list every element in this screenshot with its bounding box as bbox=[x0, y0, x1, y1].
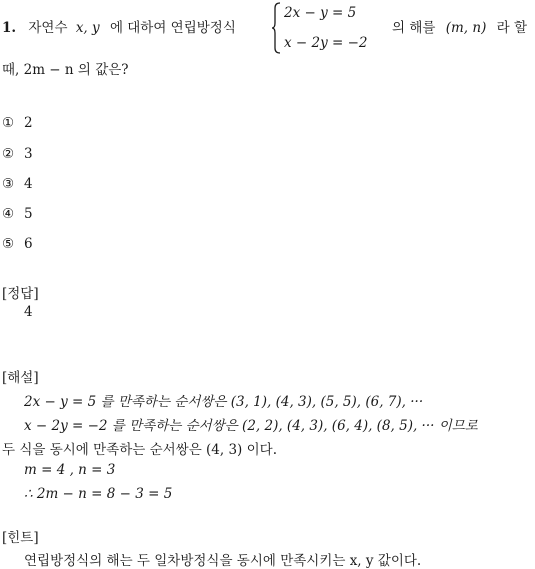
choice-4[interactable] bbox=[2, 206, 33, 222]
system-brace bbox=[271, 2, 281, 54]
question-number: 1. bbox=[2, 20, 17, 36]
hint-label: [힌트] bbox=[2, 530, 39, 546]
choice-3[interactable] bbox=[2, 176, 33, 192]
choice-mark: ① bbox=[2, 115, 15, 131]
solution-line-3: 두 식을 동시에 만족하는 순서쌍은 (4, 3) 이다. bbox=[2, 442, 277, 458]
solution-label: [해설] bbox=[2, 370, 39, 386]
question-line-1 bbox=[2, 16, 236, 36]
choice-mark: ③ bbox=[2, 176, 15, 192]
question-prefix: 자연수 bbox=[28, 20, 68, 36]
choice-value: 4 bbox=[24, 176, 33, 192]
choice-value: 3 bbox=[24, 146, 33, 162]
solution-line-1: 2x − y = 5 를 만족하는 순서쌍은 (3, 1), (4, 3), (5, 5), (6, 7), ··· bbox=[24, 394, 424, 410]
answer-label: [정답] bbox=[2, 286, 39, 302]
system-eq-2: x − 2y = −2 bbox=[284, 35, 368, 51]
answer-value: 4 bbox=[24, 304, 33, 320]
choice-mark: ⑤ bbox=[2, 236, 15, 252]
solution-line-2: x − 2y = −2 를 만족하는 순서쌍은 (2, 2), (4, 3), (6, 4), (8, 5), ··· 이므로 bbox=[24, 418, 478, 434]
choice-value: 5 bbox=[24, 206, 33, 222]
choice-5[interactable] bbox=[2, 236, 33, 252]
choice-mark: ② bbox=[2, 146, 15, 162]
question-text-tail: 라 할 bbox=[496, 20, 528, 36]
solution-line-4: m = 4 , n = 3 bbox=[24, 462, 116, 478]
hint-text: 연립방정식의 해는 두 일차방정식을 동시에 만족시키는 x, y 값이다. bbox=[24, 553, 422, 569]
solution-line-5: ∴ 2m − n = 8 − 3 = 5 bbox=[24, 486, 173, 502]
question-text-mid: 에 대하여 연립방정식 bbox=[109, 20, 236, 36]
question-line-2: 때, 2m − n 의 값은? bbox=[2, 62, 129, 78]
choice-2[interactable] bbox=[2, 146, 33, 162]
question-text-after: 의 해를 bbox=[392, 20, 436, 36]
question-line-1-tail bbox=[392, 16, 527, 36]
choice-1[interactable] bbox=[2, 115, 33, 131]
solution-pair: (m, n) bbox=[445, 20, 487, 36]
choice-value: 2 bbox=[24, 115, 33, 131]
system-eq-1: 2x − y = 5 bbox=[284, 5, 357, 21]
question-vars: x, y bbox=[75, 20, 100, 36]
choice-value: 6 bbox=[24, 236, 33, 252]
choice-mark: ④ bbox=[2, 206, 15, 222]
